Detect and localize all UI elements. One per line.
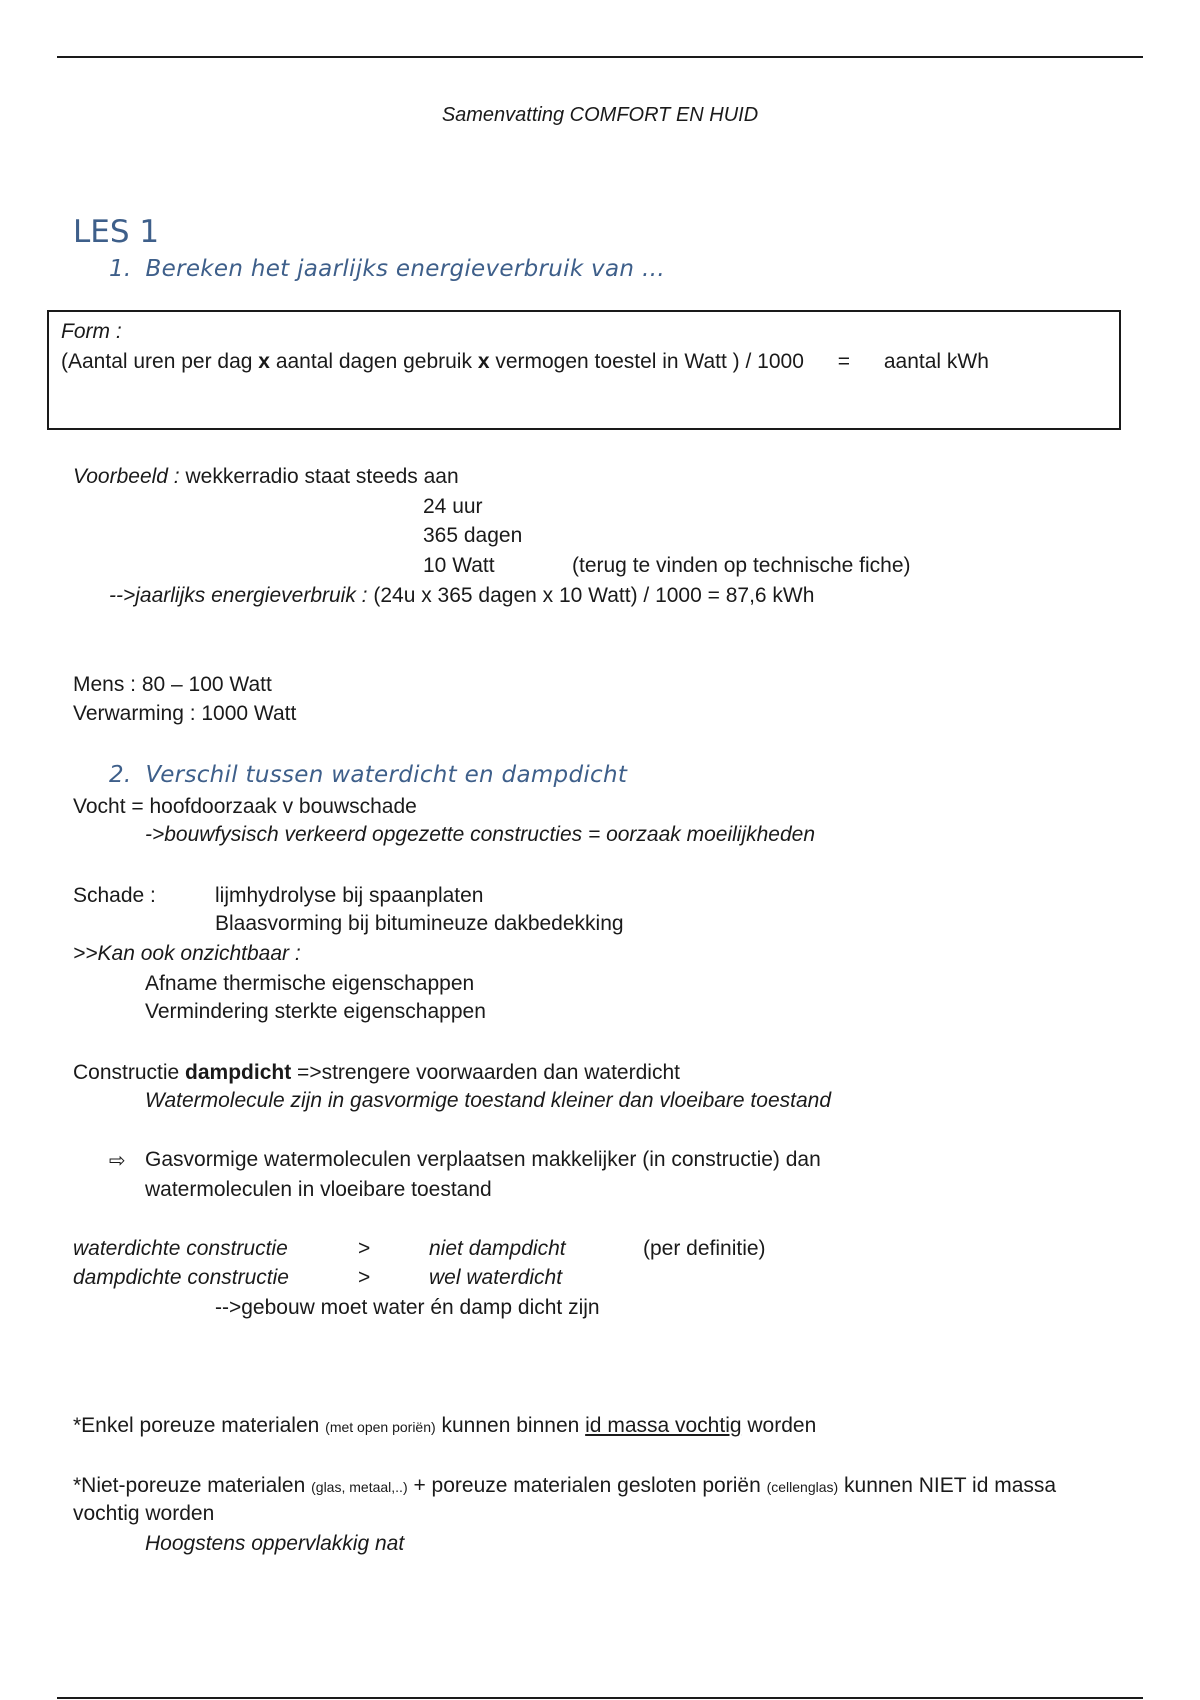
formula-label: Form :	[61, 320, 122, 343]
section-1-number: 1.	[109, 256, 132, 282]
section-1-title: Bereken het jaarlijks energieverbruik van …	[145, 256, 666, 282]
heading-section-1	[109, 256, 665, 282]
example-note: (terug te vinden op technische fiche)	[572, 554, 911, 577]
constructie-pre: Constructie	[73, 1061, 186, 1084]
formula-text	[61, 350, 989, 374]
formula-part-a: (Aantal uren per dag	[61, 350, 259, 373]
example-text: wekkerradio staat steeds aan	[179, 465, 459, 488]
schade-sub-label: >>Kan ook onzichtbaar :	[73, 942, 301, 965]
formula-box	[47, 310, 1121, 430]
example-hours: 24 uur	[423, 495, 483, 518]
compare-conclusion: -->gebouw moet water én damp dicht zijn	[215, 1296, 600, 1319]
formula-times-2: x	[477, 350, 490, 373]
formula-times-1: x	[258, 350, 270, 373]
p2-b: + poreuze materialen gesloten poriën	[407, 1474, 767, 1497]
compare-row1-a: waterdichte constructie	[73, 1237, 288, 1260]
constructie-bold: dampdicht	[185, 1061, 292, 1084]
compare-row2-a: dampdichte constructie	[73, 1266, 289, 1289]
constructie-line-2: Watermolecule zijn in gasvormige toestand kleiner dan vloeibare toestand	[145, 1089, 831, 1112]
p2-c: kunnen NIET id massa	[838, 1474, 1057, 1497]
header-rule	[57, 56, 1143, 58]
hollow-arrow-icon: ⇨	[109, 1150, 126, 1172]
schade-item-2: Blaasvorming bij bitumineuze dakbedekking	[215, 912, 624, 935]
compare-row1-op: >	[358, 1237, 371, 1260]
p1-a: *Enkel poreuze materialen	[73, 1414, 326, 1437]
p2-a: *Niet-poreuze materialen	[73, 1474, 312, 1497]
formula-part-b: aantal dagen gebruik	[269, 350, 478, 373]
example-line	[73, 465, 459, 489]
arrow-line-2: watermoleculen in vloeibare toestand	[145, 1178, 492, 1201]
schade-item-1: lijmhydrolyse bij spaanplaten	[215, 884, 484, 907]
poreus-line-1	[73, 1414, 816, 1438]
p1-b: kunnen binnen	[435, 1414, 586, 1437]
section-2-title: Verschil tussen waterdicht en dampdicht	[145, 762, 628, 788]
compare-row2-b: wel waterdicht	[429, 1266, 563, 1289]
p2-small-1: (glas, metaal,..)	[311, 1479, 408, 1495]
formula-equals: =	[837, 350, 850, 373]
formula-part-c: vermogen toestel in Watt ) / 1000	[489, 350, 804, 373]
example-calculation	[109, 584, 814, 608]
example-days: 365 dagen	[423, 524, 523, 547]
poreus-line-2b: vochtig worden	[73, 1502, 215, 1525]
calc-label: -->jaarlijks energieverbruik :	[109, 584, 368, 607]
arrow-line-1: Gasvormige watermoleculen verplaatsen makkelijker (in constructie) dan	[145, 1148, 821, 1171]
constructie-line	[73, 1061, 680, 1085]
value-mens: Mens : 80 – 100 Watt	[73, 673, 272, 696]
arrow-bullet	[109, 1148, 137, 1173]
vocht-line-1: Vocht = hoofdoorzaak v bouwschade	[73, 795, 417, 818]
vocht-line-2: ->bouwfysisch verkeerd opgezette constructies = oorzaak moeilijkheden	[145, 823, 816, 846]
p1-underlined: id massa vochtig	[585, 1414, 742, 1437]
p1-small: (met open poriën)	[325, 1419, 436, 1435]
heading-les-1: LES 1	[73, 214, 160, 250]
p2-small-2: (cellenglas)	[766, 1479, 839, 1495]
example-watt: 10 Watt	[423, 554, 495, 577]
section-2-number: 2.	[109, 762, 132, 788]
constructie-post: =>strengere voorwaarden dan waterdicht	[291, 1061, 680, 1084]
compare-row1-c: (per definitie)	[643, 1237, 766, 1260]
poreus-line-2	[73, 1474, 1056, 1498]
compare-row2-op: >	[358, 1266, 371, 1289]
document-header-title: Samenvatting COMFORT EN HUID	[441, 104, 759, 126]
p1-c: worden	[741, 1414, 817, 1437]
compare-row1-b: niet dampdicht	[429, 1237, 566, 1260]
value-verwarming: Verwarming : 1000 Watt	[73, 702, 297, 725]
formula-result: aantal kWh	[883, 350, 989, 373]
schade-sub-2: Vermindering sterkte eigenschappen	[145, 1000, 486, 1023]
schade-sub-1: Afname thermische eigenschappen	[145, 972, 475, 995]
poreus-line-3: Hoogstens oppervlakkig nat	[145, 1532, 405, 1555]
example-label: Voorbeeld :	[73, 465, 180, 488]
calc-text: (24u x 365 dagen x 10 Watt) / 1000 = 87,6 kWh	[367, 584, 815, 607]
footer-rule	[57, 1697, 1143, 1699]
heading-section-2	[109, 762, 627, 788]
schade-label: Schade :	[73, 884, 156, 907]
